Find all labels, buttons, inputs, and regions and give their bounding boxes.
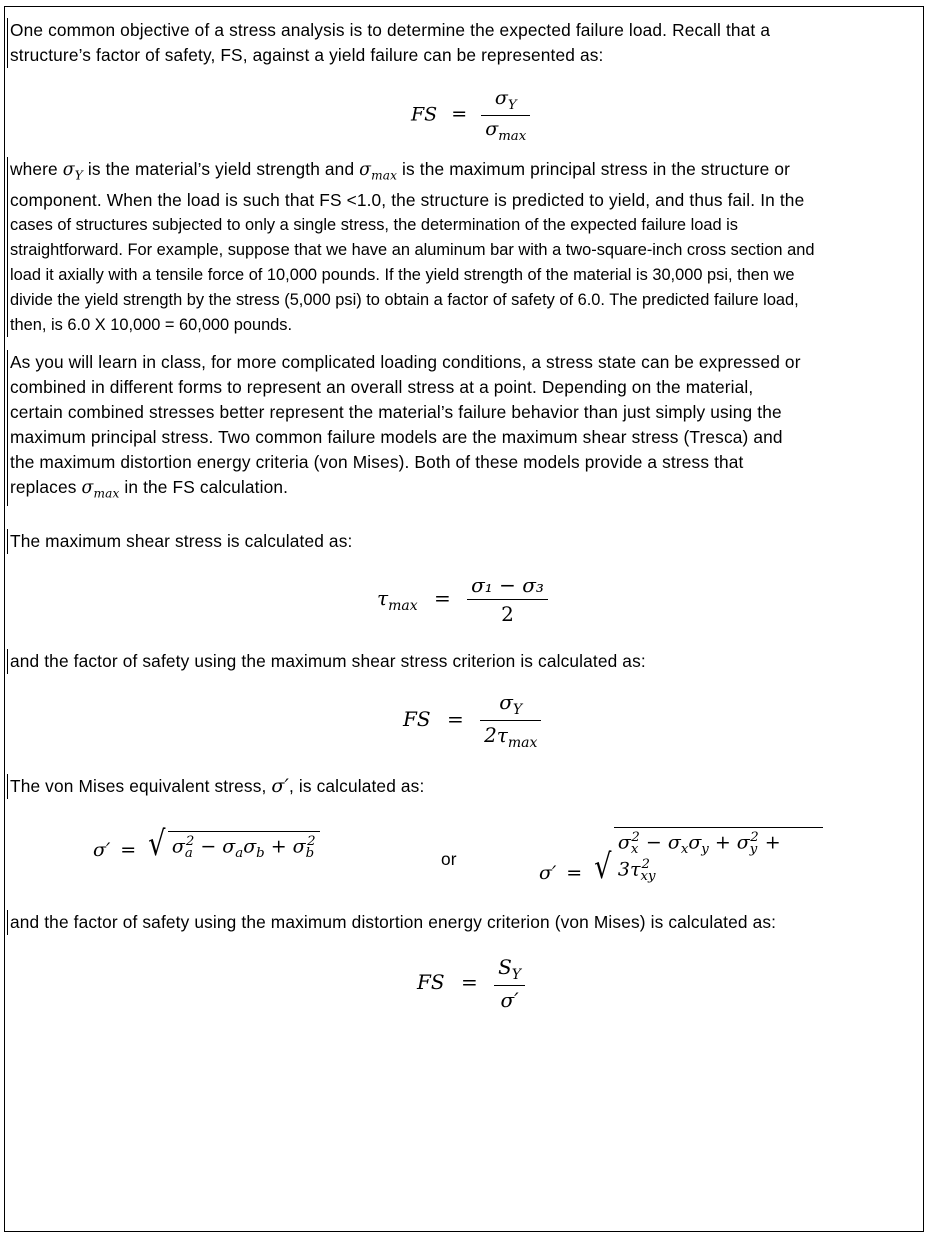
p2-line-3: certain combined stresses better represent the material’s failure behavior than just simply using the: [10, 402, 782, 422]
eq3-lhs: FS: [403, 707, 431, 731]
paragraph-2: [7, 350, 801, 506]
eq2-den: 2: [501, 602, 514, 626]
intro-line-2: structure’s factor of safety, FS, against a yield failure can be represented as:: [10, 45, 604, 65]
p1-line-7: then, is 6.0 X 10,000 = 60,000 pounds.: [10, 315, 293, 334]
p2-line-5: the maximum distortion energy criteria (von Mises). Both of these models provide a stress that: [10, 452, 744, 472]
eq1-fraction: [481, 87, 530, 144]
shear-fs-intro: and the factor of safety using the maximum shear stress criterion is calculated as:: [7, 649, 646, 674]
eq3-fraction: $\frac{\sigma_Y}{2\tau_{max}}$: [480, 690, 541, 751]
p2-line-4: maximum principal stress. Two common failure models are the maximum shear stress (Tresca) and: [10, 427, 783, 447]
eq2-equals: =: [433, 586, 451, 610]
eq3-equals: =: [446, 707, 464, 731]
p2-line-6: replaces $\sigma_{max}$ in the FS calculation.: [10, 477, 289, 501]
intro-paragraph: [7, 18, 770, 68]
sqrt-symbol: √ $\sigma_a^2 - \sigma_a\sigma_b + \sigma_b^2$: [146, 827, 319, 861]
eq1-num: σ: [494, 87, 508, 109]
von-mises-fs-intro: and the factor of safety using the maximum distortion energy criterion (von Mises) is calculated as:: [7, 910, 776, 935]
or-label: or: [441, 849, 457, 869]
eq1-den-sub: max: [498, 128, 527, 144]
intro-line-1: One common objective of a stress analysis is to determine the expected failure load. Recall that a: [10, 20, 771, 40]
eq2-fraction: [467, 573, 548, 626]
document-page: [4, 6, 924, 1232]
von-mises-principal-equation: σ′ = √ $\sigma_a^2 - \sigma_a\sigma_b + \sigma_b^2$: [93, 827, 320, 861]
eq2-lhs: τ: [377, 586, 389, 610]
p2-line-1: As you will learn in class, for more complicated loading conditions, a stress state can be expressed or: [10, 352, 801, 372]
eq1-num-sub: Y: [507, 97, 517, 113]
p2-line-2: combined in different forms to represent an overall stress at a point. Depending on the material,: [10, 377, 754, 397]
shear-intro: The maximum shear stress is calculated as:: [7, 529, 352, 554]
von-mises-intro: The von Mises equivalent stress, σ′, is calculated as:: [7, 774, 424, 799]
eq2-num: σ₁ − σ₃: [467, 573, 548, 600]
eq1-equals: =: [451, 103, 468, 126]
fs-von-mises-equation: FS = $\frac{S_Y}{\sigma'}$: [417, 955, 525, 1012]
fs-shear-equation: [403, 690, 541, 751]
paragraph-1: [7, 157, 915, 337]
max-shear-equation: [377, 573, 548, 626]
fs-yield-equation: [411, 87, 530, 144]
p1-line-5: load it axially with a tensile force of 10,000 pounds. If the yield strength of the material is 30,000 psi, then we: [10, 266, 795, 285]
eq1-lhs: FS: [411, 103, 438, 126]
von-mises-xy-equation: σ′ = √ $\sigma_x^2 - \sigma_x\sigma_y + \sigma_y^2 + 3\tau_{xy}^2$: [539, 827, 823, 884]
eq2-lhs-sub: max: [388, 598, 418, 614]
p1-line-2: component. When the load is such that FS <1.0, the structure is predicted to yield, and thus fail. In the: [10, 190, 805, 211]
p1-line-6: divide the yield strength by the stress (5,000 psi) to obtain a factor of safety of 6.0. The predicted failure load,: [10, 290, 799, 309]
p1-line-1: where $\sigma_Y$ is the material’s yield strength and $\sigma_{max}$ is the maximum principal stress in the structure or: [10, 159, 791, 183]
p1-line-4: straightforward. For example, suppose that we have an aluminum bar with a two-square-inch cross section and: [10, 241, 815, 260]
p1-line-3: cases of structures subjected to only a single stress, the determination of the expected failure load is: [10, 216, 738, 235]
eq1-den: σ: [485, 117, 499, 140]
